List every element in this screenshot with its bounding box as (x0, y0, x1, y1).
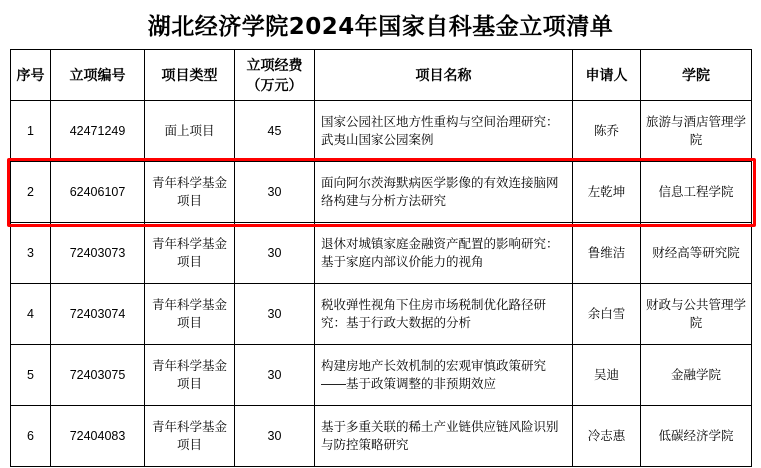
cell-project-name: 退休对城镇家庭金融资产配置的影响研究：基于家庭内部议价能力的视角 (315, 223, 573, 284)
cell-applicant: 左乾坤 (573, 162, 641, 223)
header-type: 项目类型 (145, 50, 235, 101)
table-row (11, 162, 752, 223)
cell-college: 金融学院 (641, 345, 752, 406)
cell-seq: 4 (11, 284, 51, 345)
cell-number: 72403075 (51, 345, 145, 406)
cell-type: 青年科学基金项目 (145, 162, 235, 223)
cell-money: 30 (235, 345, 315, 406)
header-project-name: 项目名称 (315, 50, 573, 101)
cell-project-name: 构建房地产长效机制的宏观审慎政策研究 ——基于政策调整的非预期效应 (315, 345, 573, 406)
table-row (11, 223, 752, 284)
cell-seq: 3 (11, 223, 51, 284)
cell-college: 旅游与酒店管理学院 (641, 101, 752, 162)
cell-applicant: 冷志惠 (573, 406, 641, 467)
cell-money: 30 (235, 223, 315, 284)
cell-number: 62406107 (51, 162, 145, 223)
cell-seq: 2 (11, 162, 51, 223)
cell-college: 财经高等研究院 (641, 223, 752, 284)
header-money-line1: 立项经费 (246, 56, 303, 73)
table-row (11, 345, 752, 406)
cell-type: 青年科学基金项目 (145, 345, 235, 406)
table-row (11, 284, 752, 345)
cell-project-name: 税收弹性视角下住房市场税制优化路径研究：基于行政大数据的分析 (315, 284, 573, 345)
header-money-line2: （万元） (246, 77, 303, 93)
table-body (11, 101, 752, 467)
header-college: 学院 (641, 50, 752, 101)
header-money (235, 50, 315, 101)
header-number: 立项编号 (51, 50, 145, 101)
header-seq: 序号 (11, 50, 51, 101)
cell-number: 72403073 (51, 223, 145, 284)
cell-college: 财政与公共管理学院 (641, 284, 752, 345)
cell-type: 青年科学基金项目 (145, 223, 235, 284)
cell-seq: 6 (11, 406, 51, 467)
cell-college: 信息工程学院 (641, 162, 752, 223)
cell-applicant: 鲁维洁 (573, 223, 641, 284)
cell-applicant: 陈乔 (573, 101, 641, 162)
cell-money: 30 (235, 162, 315, 223)
cell-money: 30 (235, 406, 315, 467)
cell-college: 低碳经济学院 (641, 406, 752, 467)
table-row (11, 101, 752, 162)
cell-money: 30 (235, 284, 315, 345)
cell-type: 面上项目 (145, 101, 235, 162)
page-title: 湖北经济学院2024年国家自科基金立项清单 (147, 14, 614, 40)
cell-seq: 1 (11, 101, 51, 162)
cell-number: 72404083 (51, 406, 145, 467)
cell-applicant: 余白雪 (573, 284, 641, 345)
cell-project-name: 基于多重关联的稀土产业链供应链风险识别与防控策略研究 (315, 406, 573, 467)
cell-money: 45 (235, 101, 315, 162)
cell-applicant: 吴迪 (573, 345, 641, 406)
cell-seq: 5 (11, 345, 51, 406)
header-applicant: 申请人 (573, 50, 641, 101)
grant-list-table (10, 49, 752, 467)
cell-type: 青年科学基金项目 (145, 284, 235, 345)
cell-type: 青年科学基金项目 (145, 406, 235, 467)
cell-number: 42471249 (51, 101, 145, 162)
table-row (11, 406, 752, 467)
cell-project-name: 国家公园社区地方性重构与空间治理研究：武夷山国家公园案例 (315, 101, 573, 162)
table-header-row (11, 50, 752, 101)
table-container (10, 49, 751, 467)
cell-project-name: 面向阿尔茨海默病医学影像的有效连接脑网络构建与分析方法研究 (315, 162, 573, 223)
cell-number: 72403074 (51, 284, 145, 345)
